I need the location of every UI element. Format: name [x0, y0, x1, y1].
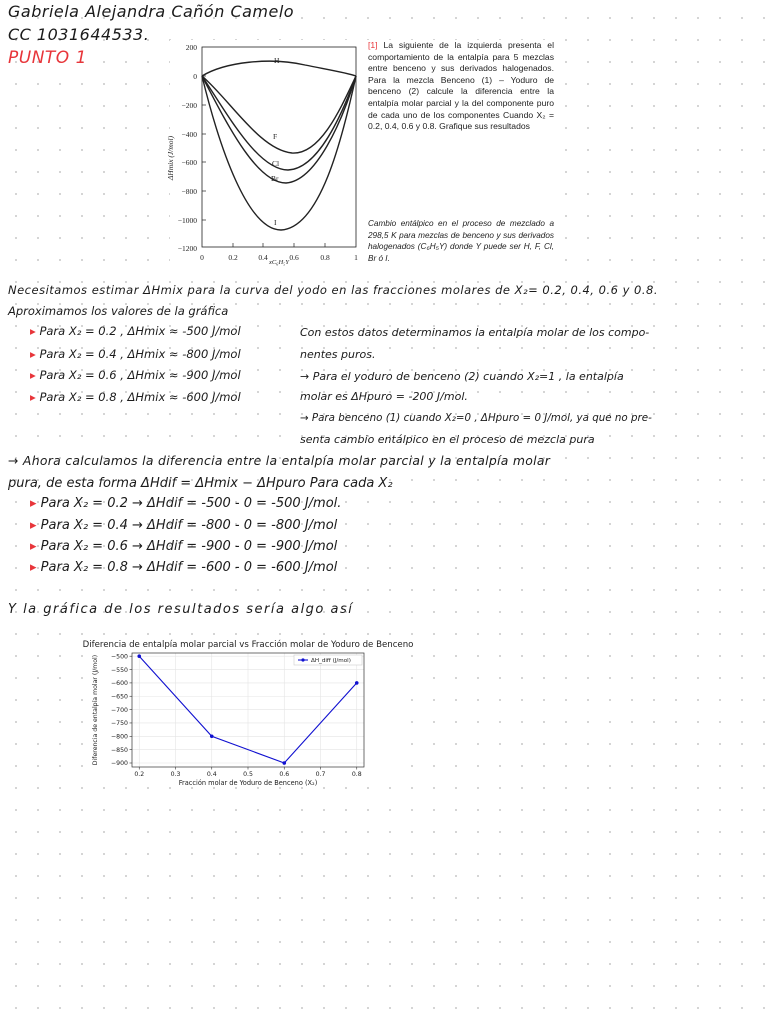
note-right: → Para el yoduro de benceno (2) cuando X₂=1 , la entalpía — [300, 370, 624, 383]
estimate-text: Para X₂ = 0.8 , ΔHmix ≈ -600 J/mol — [39, 390, 241, 404]
y-tick-label: −500 — [111, 653, 128, 661]
y-tick-label: −600 — [111, 680, 128, 688]
note-right: senta cambio entálpico en el proceso de mezcla pura — [300, 433, 595, 446]
result-chart — [82, 635, 414, 787]
ytick: −1000 — [177, 216, 197, 225]
exercise-prompt — [368, 40, 554, 133]
chart-title: Diferencia de entalpía molar parcial vs Fracción molar de Yoduro de Benceno — [82, 640, 414, 650]
figure-caption: Cambio entálpico en el proceso de mezclado a 298,5 K para mezclas de benceno y sus derivados halogenados (C₆H₅Y) donde Y puede ser H, F, Cl, Br ó I. — [368, 219, 554, 263]
ytick: −600 — [181, 158, 197, 167]
note-line: Aproximamos los valores de la gráfica — [8, 304, 229, 318]
estimate-row — [30, 390, 241, 404]
exercise-text: La siguiente de la izquierda presenta el comportamiento de la entalpía para 5 mezclas entre benceno y sus derivados halogenados. Para la mezcla Benceno (1) – Yoduro de benceno (2) calcule la diferencia entre la entalpía molar parcial y la del componente puro de cada uno de los componentes Cuando X₂ = 0.2, 0.4, 0.6 y 0.8. Grafique sus resultados — [368, 40, 554, 132]
data-point — [137, 654, 141, 658]
x-tick-label: 0.7 — [315, 771, 326, 778]
y-tick-label: −800 — [111, 733, 128, 741]
note-line: pura, de esta forma ΔHdif = ΔHmix − ΔHpuro Para cada X₂ — [8, 476, 393, 491]
author-name: Gabriela Alejandra Cañón Camelo — [8, 2, 295, 21]
y-tick-label: −750 — [111, 720, 128, 728]
xtick: 0 — [200, 253, 204, 262]
chart-xlabel: Fracción molar de Yoduro de Benceno (X₂) — [178, 779, 318, 787]
x-tick-label: 0.3 — [170, 771, 181, 778]
x-tick-label: 0.6 — [279, 771, 290, 778]
calc-text: Para X₂ = 0.4 → ΔHdif = -800 - 0 = -800 J/mol — [40, 518, 338, 533]
curve-f — [202, 76, 356, 153]
x-tick-label: 0.2 — [134, 771, 145, 778]
estimate-row — [30, 368, 241, 382]
y-tick-label: −850 — [111, 746, 128, 754]
data-point — [282, 761, 286, 765]
estimate-text: Para X₂ = 0.6 , ΔHmix ≈ -900 J/mol — [39, 368, 241, 382]
xtick: 1 — [354, 253, 358, 262]
data-point — [355, 681, 359, 685]
y-tick-label: −650 — [111, 693, 128, 701]
xtick: 0.4 — [258, 253, 268, 262]
legend-label: ΔH_diff (J/mol) — [311, 658, 351, 664]
x-tick-label: 0.5 — [243, 771, 253, 778]
figure-frame — [202, 47, 356, 247]
calc-row — [30, 560, 337, 575]
xtick: 0.6 — [289, 253, 299, 262]
bullet-icon: ▸ — [30, 496, 37, 511]
calc-row — [30, 496, 341, 511]
calc-text: Para X₂ = 0.8 → ΔHdif = -600 - 0 = -600 J/mol — [40, 560, 338, 575]
result-chart-svg — [82, 635, 414, 787]
estimate-row — [30, 324, 241, 338]
ytick: −1200 — [177, 244, 197, 253]
calc-text: Para X₂ = 0.6 → ΔHdif = -900 - 0 = -900 J/mol — [40, 539, 338, 554]
calc-text: Para X₂ = 0.2 → ΔHdif = -500 - 0 = -500 J/mol. — [40, 496, 342, 511]
chart-legend — [294, 655, 362, 665]
bullet-icon: ▸ — [30, 368, 36, 382]
ytick: 200 — [185, 43, 197, 52]
curve-label: Br — [271, 174, 279, 183]
curve-label: H — [274, 56, 280, 65]
note-right: → Para benceno (1) cuando X₂=0 , ΔHpuro = 0 J/mol, ya que no pre- — [300, 412, 652, 424]
exercise-number: [1] — [368, 40, 378, 50]
figure-ylabel: ΔHmix (J/mol) — [166, 135, 175, 181]
figure-xlabel: xC₆H₅Y — [268, 259, 290, 266]
section-title: PUNTO 1 — [8, 48, 87, 68]
author-id: CC 1031644533. — [8, 25, 150, 44]
curve-label: F — [273, 132, 278, 141]
xtick: 0.8 — [320, 253, 330, 262]
bullet-icon: ▸ — [30, 539, 37, 554]
xtick: 0.2 — [228, 253, 238, 262]
note-line: Y la gráfica de los resultados sería algo así — [8, 602, 354, 617]
bullet-icon: ▸ — [30, 347, 36, 361]
calc-row — [30, 518, 337, 533]
data-point — [210, 734, 214, 738]
ytick: 0 — [193, 72, 197, 81]
bullet-icon: ▸ — [30, 390, 36, 404]
estimate-text: Para X₂ = 0.4 , ΔHmix ≈ -800 J/mol — [39, 347, 241, 361]
y-tick-label: −700 — [111, 706, 128, 714]
x-tick-label: 0.4 — [206, 771, 217, 778]
calc-row — [30, 539, 337, 554]
bullet-icon: ▸ — [30, 324, 36, 338]
note-right: Con estos datos determinamos la entalpía molar de los compo- — [300, 326, 650, 339]
ytick: −400 — [181, 130, 197, 139]
note-right: nentes puros. — [300, 348, 376, 361]
ytick: −800 — [181, 187, 197, 196]
y-tick-label: −900 — [111, 760, 128, 768]
bullet-icon: ▸ — [30, 518, 37, 533]
chart-ylabel: Diferencia de entalpía molar (J/mol) — [92, 654, 99, 766]
note-line: Necesitamos estimar ΔHmix para la curva del yodo en las fracciones molares de X₂= 0.2, 0.4, 0.6 y 0.8. — [8, 283, 658, 297]
enthalpy-mixing-figure — [166, 40, 370, 266]
x-tick-label: 0.8 — [351, 771, 362, 778]
estimate-text: Para X₂ = 0.2 , ΔHmix ≈ -500 J/mol — [39, 324, 241, 338]
curve-label: I — [274, 218, 277, 227]
curve-label: Cl — [272, 159, 280, 168]
note-right: molar es ΔHpuro = -200 J/mol. — [300, 390, 468, 403]
estimate-row — [30, 347, 241, 361]
ytick: −200 — [181, 101, 197, 110]
note-line: → Ahora calculamos la diferencia entre la entalpía molar parcial y la entalpía molar — [8, 453, 551, 468]
bullet-icon: ▸ — [30, 560, 37, 575]
y-tick-label: −550 — [111, 666, 128, 674]
